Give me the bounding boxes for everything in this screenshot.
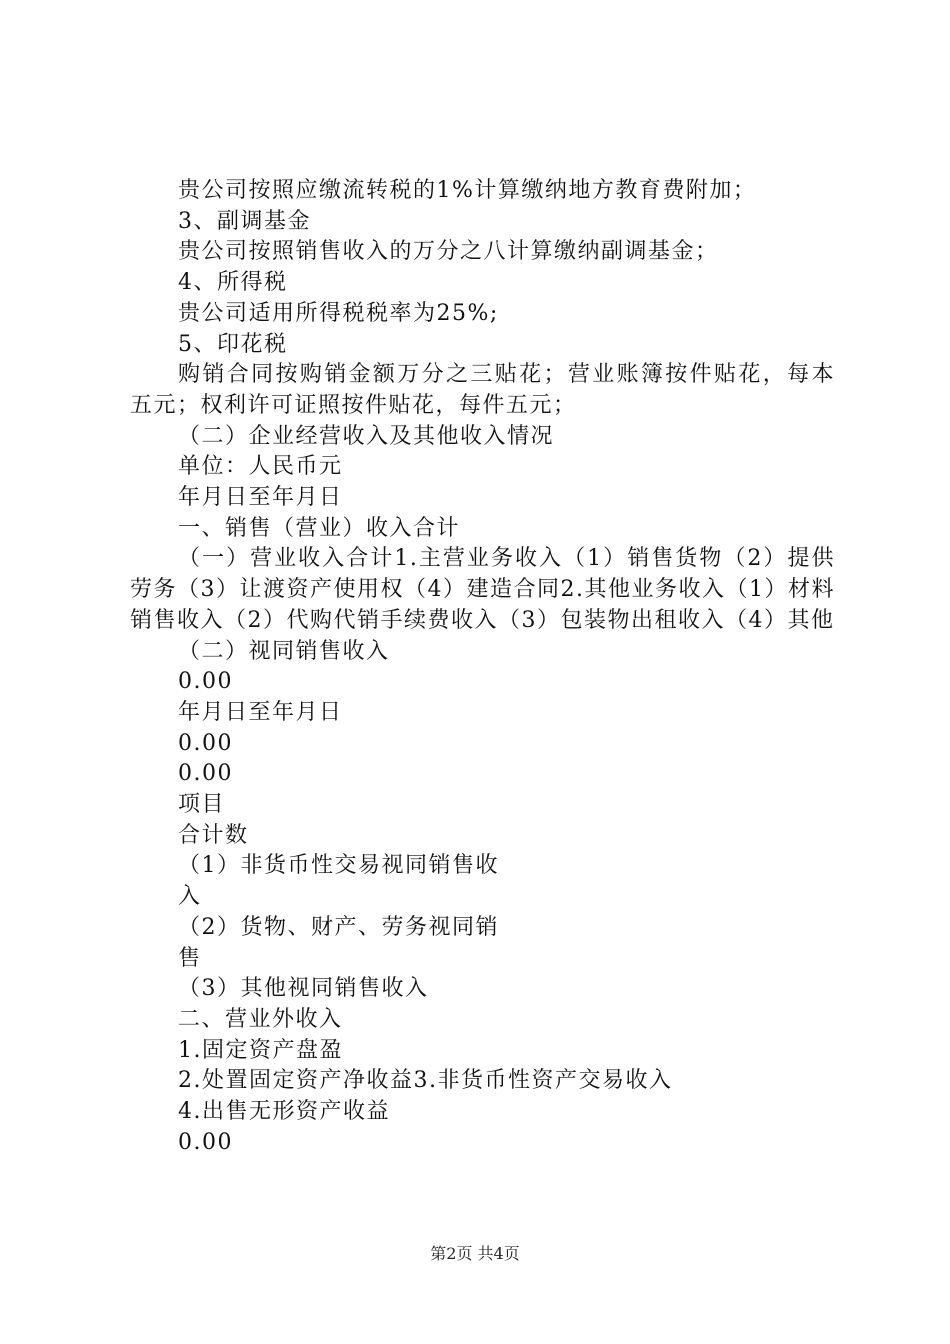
- text-line: （3）其他视同销售收入: [178, 976, 429, 1002]
- text-line: 0.00: [178, 730, 233, 756]
- page-footer: 第2页 共4页: [430, 1244, 520, 1263]
- text-line: 2.处置固定资产净收益3.非货币性资产交易收入: [178, 1068, 673, 1094]
- revenue-paragraph: （一）营业收入合计1.主营业务收入（1）销售货物（2）提供劳务（3）让渡资产使用权（4）建造合同2.其他业务收入（1）材料销售收入（2）代购代销手续费收入（3）包装物出租收入（4）其他: [130, 546, 835, 633]
- text-line: 0.00: [178, 669, 233, 695]
- stamp-tax-paragraph: 购销合同按购销金额万分之三贴花；营业账簿按件贴花，每本五元；权利许可证照按件贴花，每件五元；: [130, 362, 835, 418]
- document-body: [130, 176, 835, 1159]
- text-line: 4、所得税: [178, 270, 288, 296]
- text-line: （2）货物、财产、劳务视同销: [178, 914, 499, 940]
- text-line: 单位：人民币元: [178, 454, 343, 480]
- text-line: 贵公司按照应缴流转税的1%计算缴纳地方教育费附加；: [178, 178, 757, 203]
- text-line: 4.出售无形资产收益: [178, 1099, 390, 1125]
- text-line: 合计数: [178, 822, 249, 848]
- text-line: 0.00: [178, 1129, 233, 1155]
- text-line: 项目: [178, 792, 226, 818]
- text-line: 贵公司适用所得税税率为25%;: [178, 300, 499, 326]
- text-line: 0.00: [178, 761, 233, 787]
- text-line: （二）视同销售收入: [178, 638, 390, 664]
- text-line: 售: [178, 945, 202, 971]
- text-line: 年月日至年月日: [178, 485, 343, 511]
- text-line: 一、销售（营业）收入合计: [178, 515, 461, 541]
- text-line: 贵公司按照销售收入的万分之八计算缴纳副调基金；: [178, 239, 719, 265]
- text-line: 5、印花税: [178, 331, 288, 357]
- text-line: （二）企业经营收入及其他收入情况: [178, 423, 555, 449]
- text-line: 二、营业外收入: [178, 1006, 343, 1032]
- text-line: 3、副调基金: [178, 208, 311, 234]
- text-line: （1）非货币性交易视同销售收: [178, 853, 499, 879]
- text-line: 1.固定资产盘盈: [178, 1037, 343, 1063]
- text-line: 入: [178, 884, 202, 910]
- text-line: 年月日至年月日: [178, 699, 343, 725]
